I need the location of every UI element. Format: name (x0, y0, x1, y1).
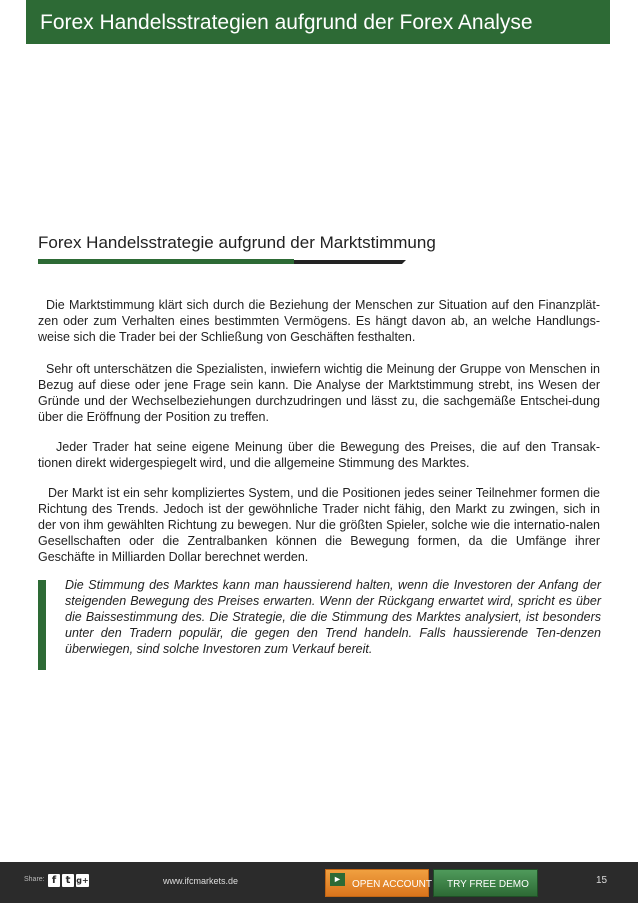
page-title: Forex Handelsstrategien aufgrund der Forex Analyse (40, 11, 533, 34)
footer-bar (0, 862, 638, 903)
paragraph-3: Jeder Trader hat seine eigene Meinung über die Bewegung des Preises, die auf den Transak-tionen direkt widergespiegelt wird, und die allgemeine Stimmung des Marktes. (38, 440, 600, 470)
share-label: Share: (24, 876, 45, 883)
section-title-underline-tip (402, 260, 406, 264)
quote-block: Die Stimmung des Marktes kann man haussierend halten, wenn die Investoren der Anfang der steigenden Bewegung des Preises erwarten. Wenn der Rückgang erwartet wird, spricht es über die Baissestimmung des. Die Strategie, die die Stimmung des Marktes analysiert, ist besonders unter den Tradern populär, die gegen den Trend handeln. Falls haussierende Ten-denzen überwiegen, sind solche Investoren zum Verkauf bereit. (65, 578, 601, 656)
paragraph-1: Die Marktstimmung klärt sich durch die Beziehung der Menschen zur Situation auf den Finanzplät-zen oder zum Verhalten eines bestimmten Vermögens. Es hängt davon ab, an welche Handlungs-weise sich die Trader bei der Schließung von Geschäften festhalten. (38, 298, 600, 344)
header-bar (26, 0, 610, 44)
arrow-right-icon: ► (330, 873, 345, 886)
try-free-demo-label: TRY FREE DEMO (447, 879, 529, 890)
open-account-button[interactable] (325, 869, 433, 897)
try-free-demo-button[interactable] (433, 869, 538, 897)
page-number: 15 (596, 875, 608, 886)
facebook-icon[interactable]: f (48, 874, 60, 887)
open-account-label: OPEN ACCOUNT (352, 879, 433, 890)
website-link[interactable]: www.ifcmarkets.de (163, 876, 239, 886)
googleplus-icon[interactable]: g+ (76, 876, 89, 885)
section-title: Forex Handelsstrategie aufgrund der Marktstimmung (38, 233, 436, 252)
paragraph-4: Der Markt ist ein sehr kompliziertes System, und die Positionen jedes seiner Teilnehmer formen die Richtung des Trends. Jedoch ist der gewöhnliche Trader nicht fähig, den Markt zu zwingen, sich in der von ihm gewählten Richtung zu bewegen. Nur die größten Spieler, solche wie die internatio-nalen Gesellschaften oder die Zentralbanken können die Bewegung formen, da die Umfänge ihrer Geschäfte in Milliarden Dollar berechnet werden. (38, 486, 600, 564)
paragraph-2: Sehr oft unterschätzen die Spezialisten, inwiefern wichtig die Meinung der Gruppe von Menschen in Bezug auf diese oder jene Frage sein kann. Die Analyse der Marktstimmung strebt, ins Wesen der Gründe und der Wechselbeziehungen durchzudringen und lässt zu, die sachgemäße Entschei-dung über die Eröffnung der Position zu treffen. (38, 362, 600, 424)
section-title-underline-green (38, 259, 294, 264)
section-title-underline-dark (294, 260, 402, 264)
quote-accent-bar (38, 580, 46, 670)
twitter-icon[interactable]: t (62, 874, 74, 887)
